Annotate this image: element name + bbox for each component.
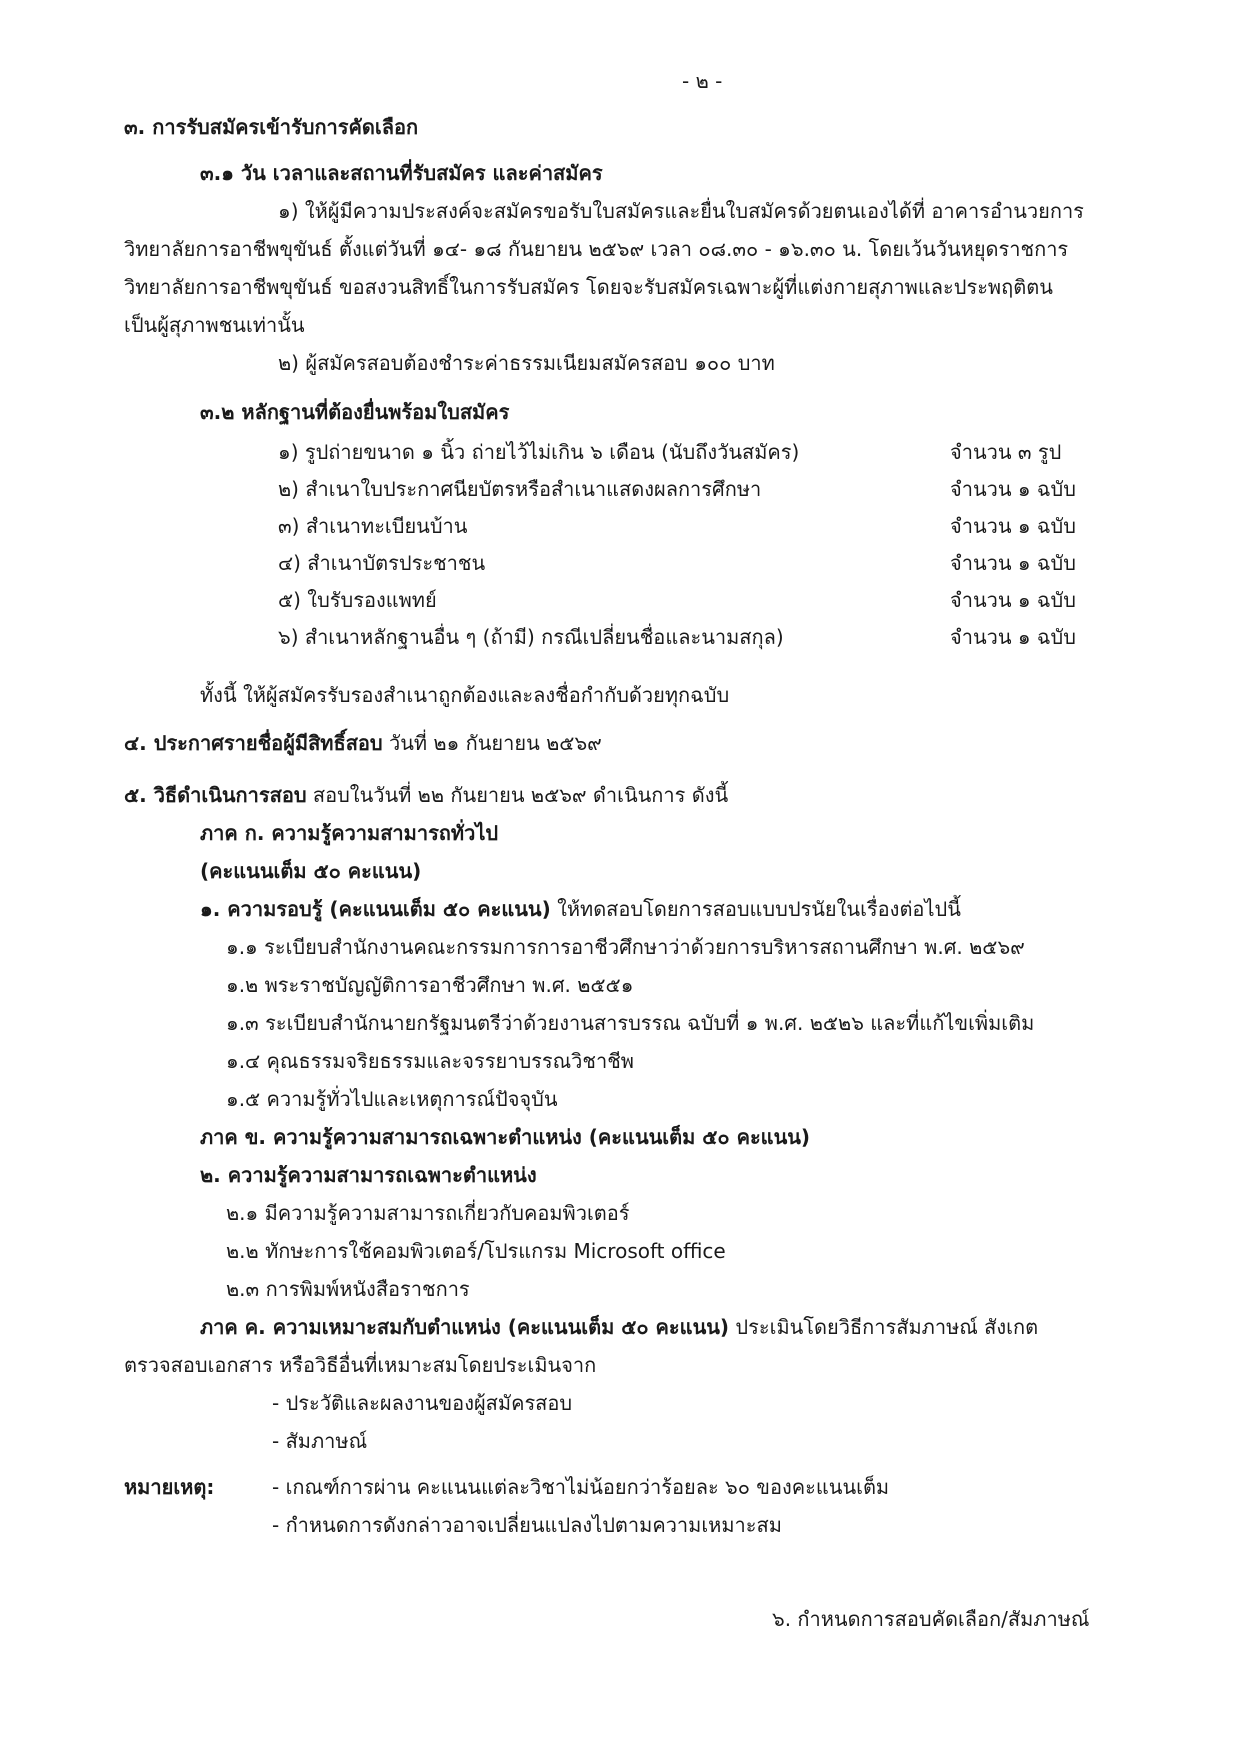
section-3-1-para1-line4: เป็นผู้สุภาพชนเท่านั้น: [124, 313, 305, 337]
part-c-desc: ประเมินโดยวิธีการสัมภาษณ์ สังเกต: [735, 1315, 1039, 1339]
document-item-text: ๖) สำเนาหลักฐานอื่น ๆ (ถ้ามี) กรณีเปลี่ยนชื่อและนามสกุล): [278, 625, 784, 649]
knowledge-1-item: ๑.๓ ระเบียบสำนักนายกรัฐมนตรีว่าด้วยงานสารบรรณ ฉบับที่ ๑ พ.ศ. ๒๕๒๖ และที่แก้ไขเพิ่มเติม: [226, 1011, 1035, 1035]
remarks-item: - กำหนดการดังกล่าวอาจเปลี่ยนแปลงไปตามความเหมาะสม: [272, 1513, 782, 1537]
section-3-1-para2: ๒) ผู้สมัครสอบต้องชำระค่าธรรมเนียมสมัครสอบ ๑๐๐ บาท: [278, 351, 775, 375]
document-item-amount: จำนวน ๓ รูป: [950, 440, 1062, 464]
section-3-1-heading: ๓.๑ วัน เวลาและสถานที่รับสมัคร และค่าสมัคร: [200, 161, 603, 185]
section-4-line: [124, 728, 602, 758]
section-5-heading: ๕. วิธีดำเนินการสอบ: [124, 783, 307, 807]
document-item-text: ๑) รูปถ่ายขนาด ๑ นิ้ว ถ่ายไว้ไม่เกิน ๖ เดือน (นับถึงวันสมัคร): [278, 440, 800, 464]
document-item-amount: จำนวน ๑ ฉบับ: [950, 625, 1076, 649]
part-c-line: [200, 1312, 1038, 1342]
part-a-score: (คะแนนเต็ม ๕๐ คะแนน): [200, 859, 422, 883]
section-3-1-para1-line3: วิทยาลัยการอาชีพขุขันธ์ ขอสงวนสิทธิ์ในการรับสมัคร โดยจะรับสมัครเฉพาะผู้ที่แต่งกายสุภาพและประพฤติตน: [124, 275, 1053, 299]
document-item-amount: จำนวน ๑ ฉบับ: [950, 588, 1076, 612]
knowledge-1-desc: ให้ทดสอบโดยการสอบแบบปรนัยในเรื่องต่อไปนี้: [557, 897, 961, 921]
knowledge-2-item: ๒.๒ ทักษะการใช้คอมพิวเตอร์/โปรแกรม Microsoft office: [226, 1239, 726, 1263]
document-item-text: ๒) สำเนาใบประกาศนียบัตรหรือสำเนาแสดงผลการศึกษา: [278, 477, 762, 501]
document-item-amount: จำนวน ๑ ฉบับ: [950, 551, 1076, 575]
knowledge-1-item: ๑.๒ พระราชบัญญัติการอาชีวศึกษา พ.ศ. ๒๕๕๑: [226, 973, 634, 997]
page-number: - ๒ -: [682, 69, 723, 93]
section-3-2-note: ทั้งนี้ ให้ผู้สมัครรับรองสำเนาถูกต้องและลงชื่อกำกับด้วยทุกฉบับ: [200, 683, 730, 707]
knowledge-2-item: ๒.๓ การพิมพ์หนังสือราชการ: [226, 1277, 470, 1301]
part-c-heading: ภาค ค. ความเหมาะสมกับตำแหน่ง (คะแนนเต็ม ๕๐ คะแนน): [200, 1315, 730, 1339]
document-item-amount: จำนวน ๑ ฉบับ: [950, 514, 1076, 538]
section-3-1-para1-line2: วิทยาลัยการอาชีพขุขันธ์ ตั้งแต่วันที่ ๑๔- ๑๘ กันยายน ๒๕๖๙ เวลา ๐๘.๓๐ - ๑๖.๓๐ น. โดยเว้นวันหยุดราชการ: [124, 237, 1069, 261]
knowledge-1-item: ๑.๑ ระเบียบสำนักงานคณะกรรมการการอาชีวศึกษาว่าด้วยการบริหารสถานศึกษา พ.ศ. ๒๕๖๙: [226, 935, 1025, 959]
section-3-2-heading: ๓.๒ หลักฐานที่ต้องยื่นพร้อมใบสมัคร: [200, 400, 510, 424]
knowledge-1-heading: ๑. ความรอบรู้ (คะแนนเต็ม ๕๐ คะแนน): [200, 897, 551, 921]
knowledge-1-line: [200, 894, 961, 924]
remarks-item: - เกณฑ์การผ่าน คะแนนแต่ละวิชาไม่น้อยกว่าร้อยละ ๖๐ ของคะแนนเต็ม: [272, 1475, 890, 1499]
section-3-1-para1-line1: ๑) ให้ผู้มีความประสงค์จะสมัครขอรับใบสมัครและยื่นใบสมัครด้วยตนเองได้ที่ อาคารอำนวยการ: [278, 199, 1084, 223]
part-a-title: ภาค ก. ความรู้ความสามารถทั่วไป: [200, 821, 499, 845]
section-5-desc: สอบในวันที่ ๒๒ กันยายน ๒๕๖๙ ดำเนินการ ดังนี้: [312, 783, 729, 807]
section-3-heading: ๓. การรับสมัครเข้ารับการคัดเลือก: [124, 115, 419, 139]
document-item-text: ๔) สำเนาบัตรประชาชน: [278, 551, 486, 575]
section-4-date: วันที่ ๒๑ กันยายน ๒๕๖๙: [388, 731, 602, 755]
knowledge-2-item: ๒.๑ มีความรู้ความสามารถเกี่ยวกับคอมพิวเตอร์: [226, 1201, 630, 1225]
part-c-item: - สัมภาษณ์: [272, 1429, 368, 1453]
document-item-text: ๕) ใบรับรองแพทย์: [278, 588, 437, 612]
document-item-amount: จำนวน ๑ ฉบับ: [950, 477, 1076, 501]
document-item-text: ๓) สำเนาทะเบียนบ้าน: [278, 514, 468, 538]
section-4-heading: ๔. ประกาศรายชื่อผู้มีสิทธิ์สอบ: [124, 731, 383, 755]
section-5-line: [124, 780, 728, 810]
knowledge-1-item: ๑.๕ ความรู้ทั่วไปและเหตุการณ์ปัจจุบัน: [226, 1087, 558, 1111]
remarks-label: หมายเหตุ:: [124, 1475, 215, 1499]
part-b-title: ภาค ข. ความรู้ความสามารถเฉพาะตำแหน่ง (คะแนนเต็ม ๕๐ คะแนน): [200, 1125, 811, 1149]
part-c-line-2: ตรวจสอบเอกสาร หรือวิธีอื่นที่เหมาะสมโดยประเมินจาก: [124, 1353, 597, 1377]
knowledge-2-heading: ๒. ความรู้ความสามารถเฉพาะตำแหน่ง: [200, 1163, 537, 1187]
part-c-item: - ประวัติและผลงานของผู้สมัครสอบ: [272, 1391, 573, 1415]
next-page-continuation: ๖. กำหนดการสอบคัดเลือก/สัมภาษณ์: [772, 1607, 1090, 1631]
knowledge-1-item: ๑.๔ คุณธรรมจริยธรรมและจรรยาบรรณวิชาชีพ: [226, 1049, 634, 1073]
